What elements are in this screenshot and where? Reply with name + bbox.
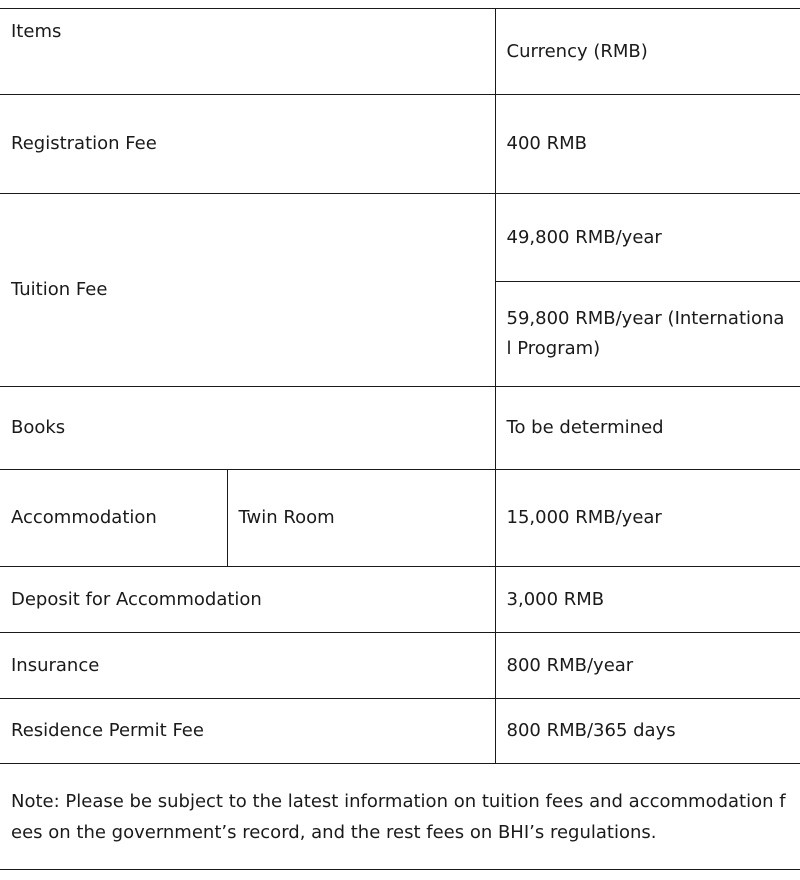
table-row-registration <box>0 95 800 194</box>
tuition-fee-international-value: 59,800 RMB/year (International Program) <box>495 282 800 387</box>
fee-table <box>0 8 800 870</box>
table-row-residence-permit <box>0 699 800 764</box>
table-row-insurance <box>0 633 800 699</box>
accommodation-label: Accommodation <box>0 470 227 567</box>
table-header-row <box>0 9 800 95</box>
books-value: To be determined <box>495 387 800 470</box>
tuition-fee-label: Tuition Fee <box>0 194 495 387</box>
insurance-label: Insurance <box>0 633 495 699</box>
residence-permit-value: 800 RMB/365 days <box>495 699 800 764</box>
table-row-deposit <box>0 567 800 633</box>
deposit-value: 3,000 RMB <box>495 567 800 633</box>
residence-permit-label: Residence Permit Fee <box>0 699 495 764</box>
fee-note: Note: Please be subject to the latest information on tuition fees and accommodation fees on the government’s record, and the rest fees on BHI’s regulations. <box>0 764 800 870</box>
books-label: Books <box>0 387 495 470</box>
header-currency: Currency (RMB) <box>495 9 800 95</box>
table-row-tuition <box>0 194 800 282</box>
table-row-note <box>0 764 800 870</box>
registration-fee-label: Registration Fee <box>0 95 495 194</box>
header-items: Items <box>0 9 495 95</box>
deposit-label: Deposit for Accommodation <box>0 567 495 633</box>
tuition-fee-standard-value: 49,800 RMB/year <box>495 194 800 282</box>
table-row-accommodation <box>0 470 800 567</box>
accommodation-room-type: Twin Room <box>227 470 495 567</box>
accommodation-value: 15,000 RMB/year <box>495 470 800 567</box>
insurance-value: 800 RMB/year <box>495 633 800 699</box>
table-row-books <box>0 387 800 470</box>
registration-fee-value: 400 RMB <box>495 95 800 194</box>
